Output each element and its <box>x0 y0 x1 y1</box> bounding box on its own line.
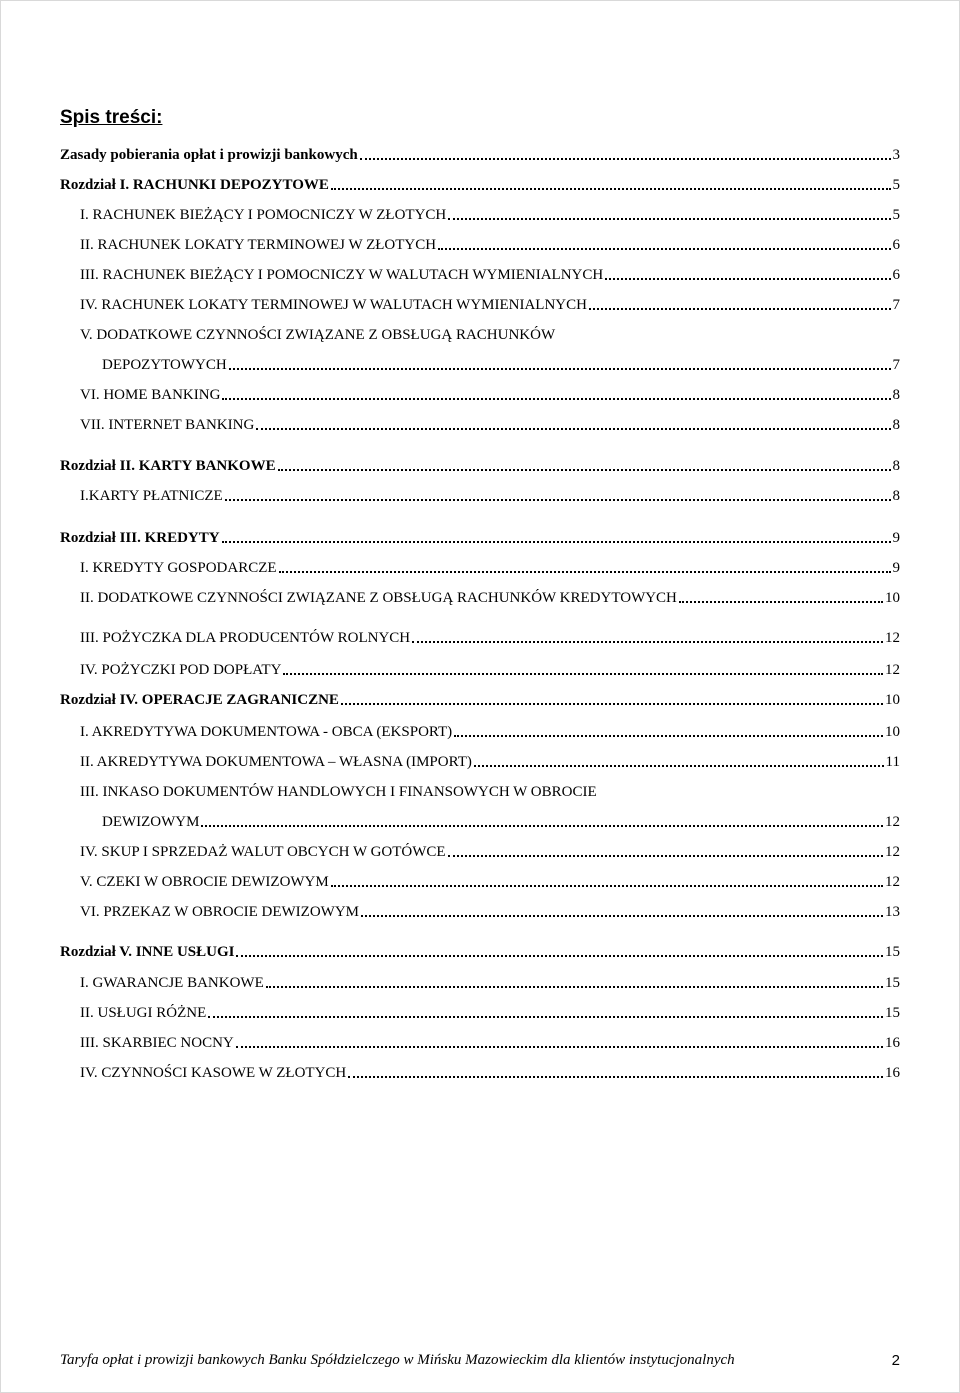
dot-leader <box>236 1028 883 1048</box>
toc-entry[interactable] <box>60 172 900 194</box>
toc-entry[interactable] <box>60 939 900 961</box>
toc-entry-page: 11 <box>885 754 900 770</box>
toc-entry[interactable] <box>80 1030 900 1052</box>
toc-entry[interactable] <box>80 262 900 284</box>
toc-entry[interactable] <box>80 899 900 921</box>
dot-leader <box>599 779 898 797</box>
toc-entry-label: Rozdział I. RACHUNKI DEPOZYTOWE <box>60 177 329 193</box>
toc-entry[interactable] <box>80 322 900 344</box>
toc-entry-label: VI. HOME BANKING <box>80 387 221 403</box>
footer-text: Taryfa opłat i prowizji bankowych Banku Spółdzielczego w Mińsku Mazowieckim dla klientów instytucjonalnych <box>60 1352 735 1368</box>
toc-entry-label: Rozdział II. KARTY BANKOWE <box>60 458 276 474</box>
toc-entry[interactable] <box>60 453 900 475</box>
toc-entry-label: I.KARTY PŁATNICZE <box>80 488 223 504</box>
toc-entry-label: IV. SKUP I SPRZEDAŻ WALUT OBCYCH W GOTÓWCE <box>80 844 446 860</box>
dot-leader <box>222 523 891 543</box>
toc-entry-page: 3 <box>892 147 900 163</box>
toc-entry-label: I. RACHUNEK BIEŻĄCY I POMOCNICZY W ZŁOTYCH <box>80 207 447 223</box>
toc-entry-label: VI. PRZEKAZ W OBROCIE DEWIZOWYM <box>80 904 360 920</box>
toc-entry-page: 12 <box>885 814 900 830</box>
toc-entry-label: Rozdział III. KREDYTY <box>60 530 220 546</box>
toc-entry-page: 8 <box>892 488 900 504</box>
toc-entry[interactable] <box>80 292 900 314</box>
toc-entry-page: 15 <box>885 944 900 960</box>
dot-leader <box>348 1058 883 1078</box>
toc-entry[interactable] <box>80 970 900 992</box>
dot-leader <box>448 837 883 857</box>
toc-entry-page: 9 <box>892 560 900 576</box>
toc-entry-page: 5 <box>892 177 900 193</box>
dot-leader <box>201 807 883 827</box>
toc-entry[interactable] <box>80 1060 900 1082</box>
toc-entry-page: 10 <box>885 692 900 708</box>
toc-entry-label: IV. RACHUNEK LOKATY TERMINOWEJ W WALUTACH WYMIENIALNYCH <box>80 297 587 313</box>
dot-leader <box>225 481 891 501</box>
toc-entry[interactable] <box>60 525 900 547</box>
dot-leader <box>236 937 883 957</box>
dot-leader <box>679 583 883 603</box>
toc-entry-page: 6 <box>892 267 900 283</box>
toc-entry[interactable] <box>80 483 900 505</box>
toc-entry-label: DEPOZYTOWYCH <box>102 357 227 373</box>
toc-entry[interactable] <box>80 719 900 741</box>
toc-entry-label: I. KREDYTY GOSPODARCZE <box>80 560 277 576</box>
toc-entry-page: 12 <box>885 630 900 646</box>
toc-entry-page: 16 <box>885 1065 900 1081</box>
dot-leader <box>256 410 890 430</box>
toc-entry-page: 10 <box>885 724 900 740</box>
toc-entry[interactable] <box>80 412 900 434</box>
toc-entry-label: IV. CZYNNOŚCI KASOWE W ZŁOTYCH <box>80 1065 347 1081</box>
toc-entry[interactable] <box>80 657 900 679</box>
toc-entry-page: 8 <box>892 387 900 403</box>
dot-leader <box>208 998 883 1018</box>
toc-entry-label: III. RACHUNEK BIEŻĄCY I POMOCNICZY W WALUTACH WYMIENIALNYCH <box>80 267 604 283</box>
toc-entry-page: 5 <box>892 207 900 223</box>
toc-entry-label: II. DODATKOWE CZYNNOŚCI ZWIĄZANE Z OBSŁUGĄ RACHUNKÓW KREDYTOWYCH <box>80 590 677 606</box>
dot-leader <box>360 140 891 160</box>
toc-entry-label: VII. INTERNET BANKING <box>80 417 255 433</box>
dot-leader <box>341 685 883 705</box>
toc-entry-page: 7 <box>892 357 900 373</box>
toc-entry[interactable] <box>80 869 900 891</box>
toc-entry-page: 12 <box>885 662 900 678</box>
toc-entry[interactable] <box>60 687 900 709</box>
toc-entry-label: II. AKREDYTYWA DOKUMENTOWA – WŁASNA (IMPORT) <box>80 754 472 770</box>
dot-leader <box>331 867 883 887</box>
dot-leader <box>557 322 898 340</box>
toc-entry-label: I. AKREDYTYWA DOKUMENTOWA - OBCA (EKSPORT) <box>80 724 453 740</box>
dot-leader <box>283 655 883 675</box>
dot-leader <box>474 747 884 767</box>
dot-leader <box>605 260 890 280</box>
page-footer <box>60 1352 900 1369</box>
dot-leader <box>448 200 890 220</box>
toc-entry-label: III. SKARBIEC NOCNY <box>80 1035 234 1051</box>
toc-entry-page: 8 <box>892 458 900 474</box>
dot-leader <box>278 451 891 471</box>
toc-entry[interactable] <box>80 382 900 404</box>
toc-entry-page: 8 <box>892 417 900 433</box>
dot-leader <box>438 230 890 250</box>
toc-entry-label: I. GWARANCJE BANKOWE <box>80 975 264 991</box>
dot-leader <box>266 968 883 988</box>
toc-entry[interactable] <box>80 1000 900 1022</box>
toc-entry-page: 15 <box>885 1005 900 1021</box>
toc-entry-page: 15 <box>885 975 900 991</box>
dot-leader <box>331 170 891 190</box>
toc-entry[interactable] <box>102 352 900 374</box>
toc-entry-label: Rozdział IV. OPERACJE ZAGRANICZNE <box>60 692 339 708</box>
toc-entry[interactable] <box>80 232 900 254</box>
dot-leader <box>222 380 890 400</box>
toc-entry[interactable] <box>80 625 900 647</box>
toc-entry-label: II. USŁUGI RÓŻNE <box>80 1005 207 1021</box>
toc-entry-label: Zasady pobierania opłat i prowizji bankowych <box>60 147 358 163</box>
toc-entry-page: 6 <box>892 237 900 253</box>
toc-entry-page: 10 <box>885 590 900 606</box>
toc-entry-page: 13 <box>885 904 900 920</box>
toc-entry-label: V. CZEKI W OBROCIE DEWIZOWYM <box>80 874 329 890</box>
page-number: 2 <box>891 1352 900 1369</box>
dot-leader <box>229 350 891 370</box>
toc-entry-page: 12 <box>885 874 900 890</box>
toc-entry-label: DEWIZOWYM <box>102 814 200 830</box>
toc-entry[interactable] <box>80 585 900 607</box>
dot-leader <box>279 553 891 573</box>
toc-title: Spis treści: <box>60 107 163 128</box>
toc-entry-label: III. POŻYCZKA DLA PRODUCENTÓW ROLNYCH <box>80 630 411 646</box>
toc-entry-page: 7 <box>892 297 900 313</box>
dot-leader <box>361 897 883 917</box>
toc-entry-label: II. RACHUNEK LOKATY TERMINOWEJ W ZŁOTYCH <box>80 237 437 253</box>
toc-entry[interactable] <box>80 202 900 224</box>
toc-entry-page: 16 <box>885 1035 900 1051</box>
dot-leader <box>412 623 883 643</box>
toc-entry-label: III. INKASO DOKUMENTÓW HANDLOWYCH I FINANSOWYCH W OBROCIE <box>80 784 597 800</box>
toc-entry-label: Rozdział V. INNE USŁUGI <box>60 944 235 960</box>
toc-entry[interactable] <box>102 809 900 831</box>
toc-entry[interactable] <box>80 555 900 577</box>
dot-leader <box>454 717 883 737</box>
toc-entry[interactable] <box>80 749 900 771</box>
dot-leader <box>589 290 891 310</box>
toc-entry[interactable] <box>80 779 900 801</box>
toc-entry-label: IV. POŻYCZKI POD DOPŁATY <box>80 662 282 678</box>
toc-entry[interactable] <box>80 839 900 861</box>
toc-entry-page: 9 <box>892 530 900 546</box>
toc-entry[interactable] <box>60 142 900 164</box>
toc-entry-page: 12 <box>885 844 900 860</box>
toc-entry-label: V. DODATKOWE CZYNNOŚCI ZWIĄZANE Z OBSŁUGĄ RACHUNKÓW <box>80 327 556 343</box>
